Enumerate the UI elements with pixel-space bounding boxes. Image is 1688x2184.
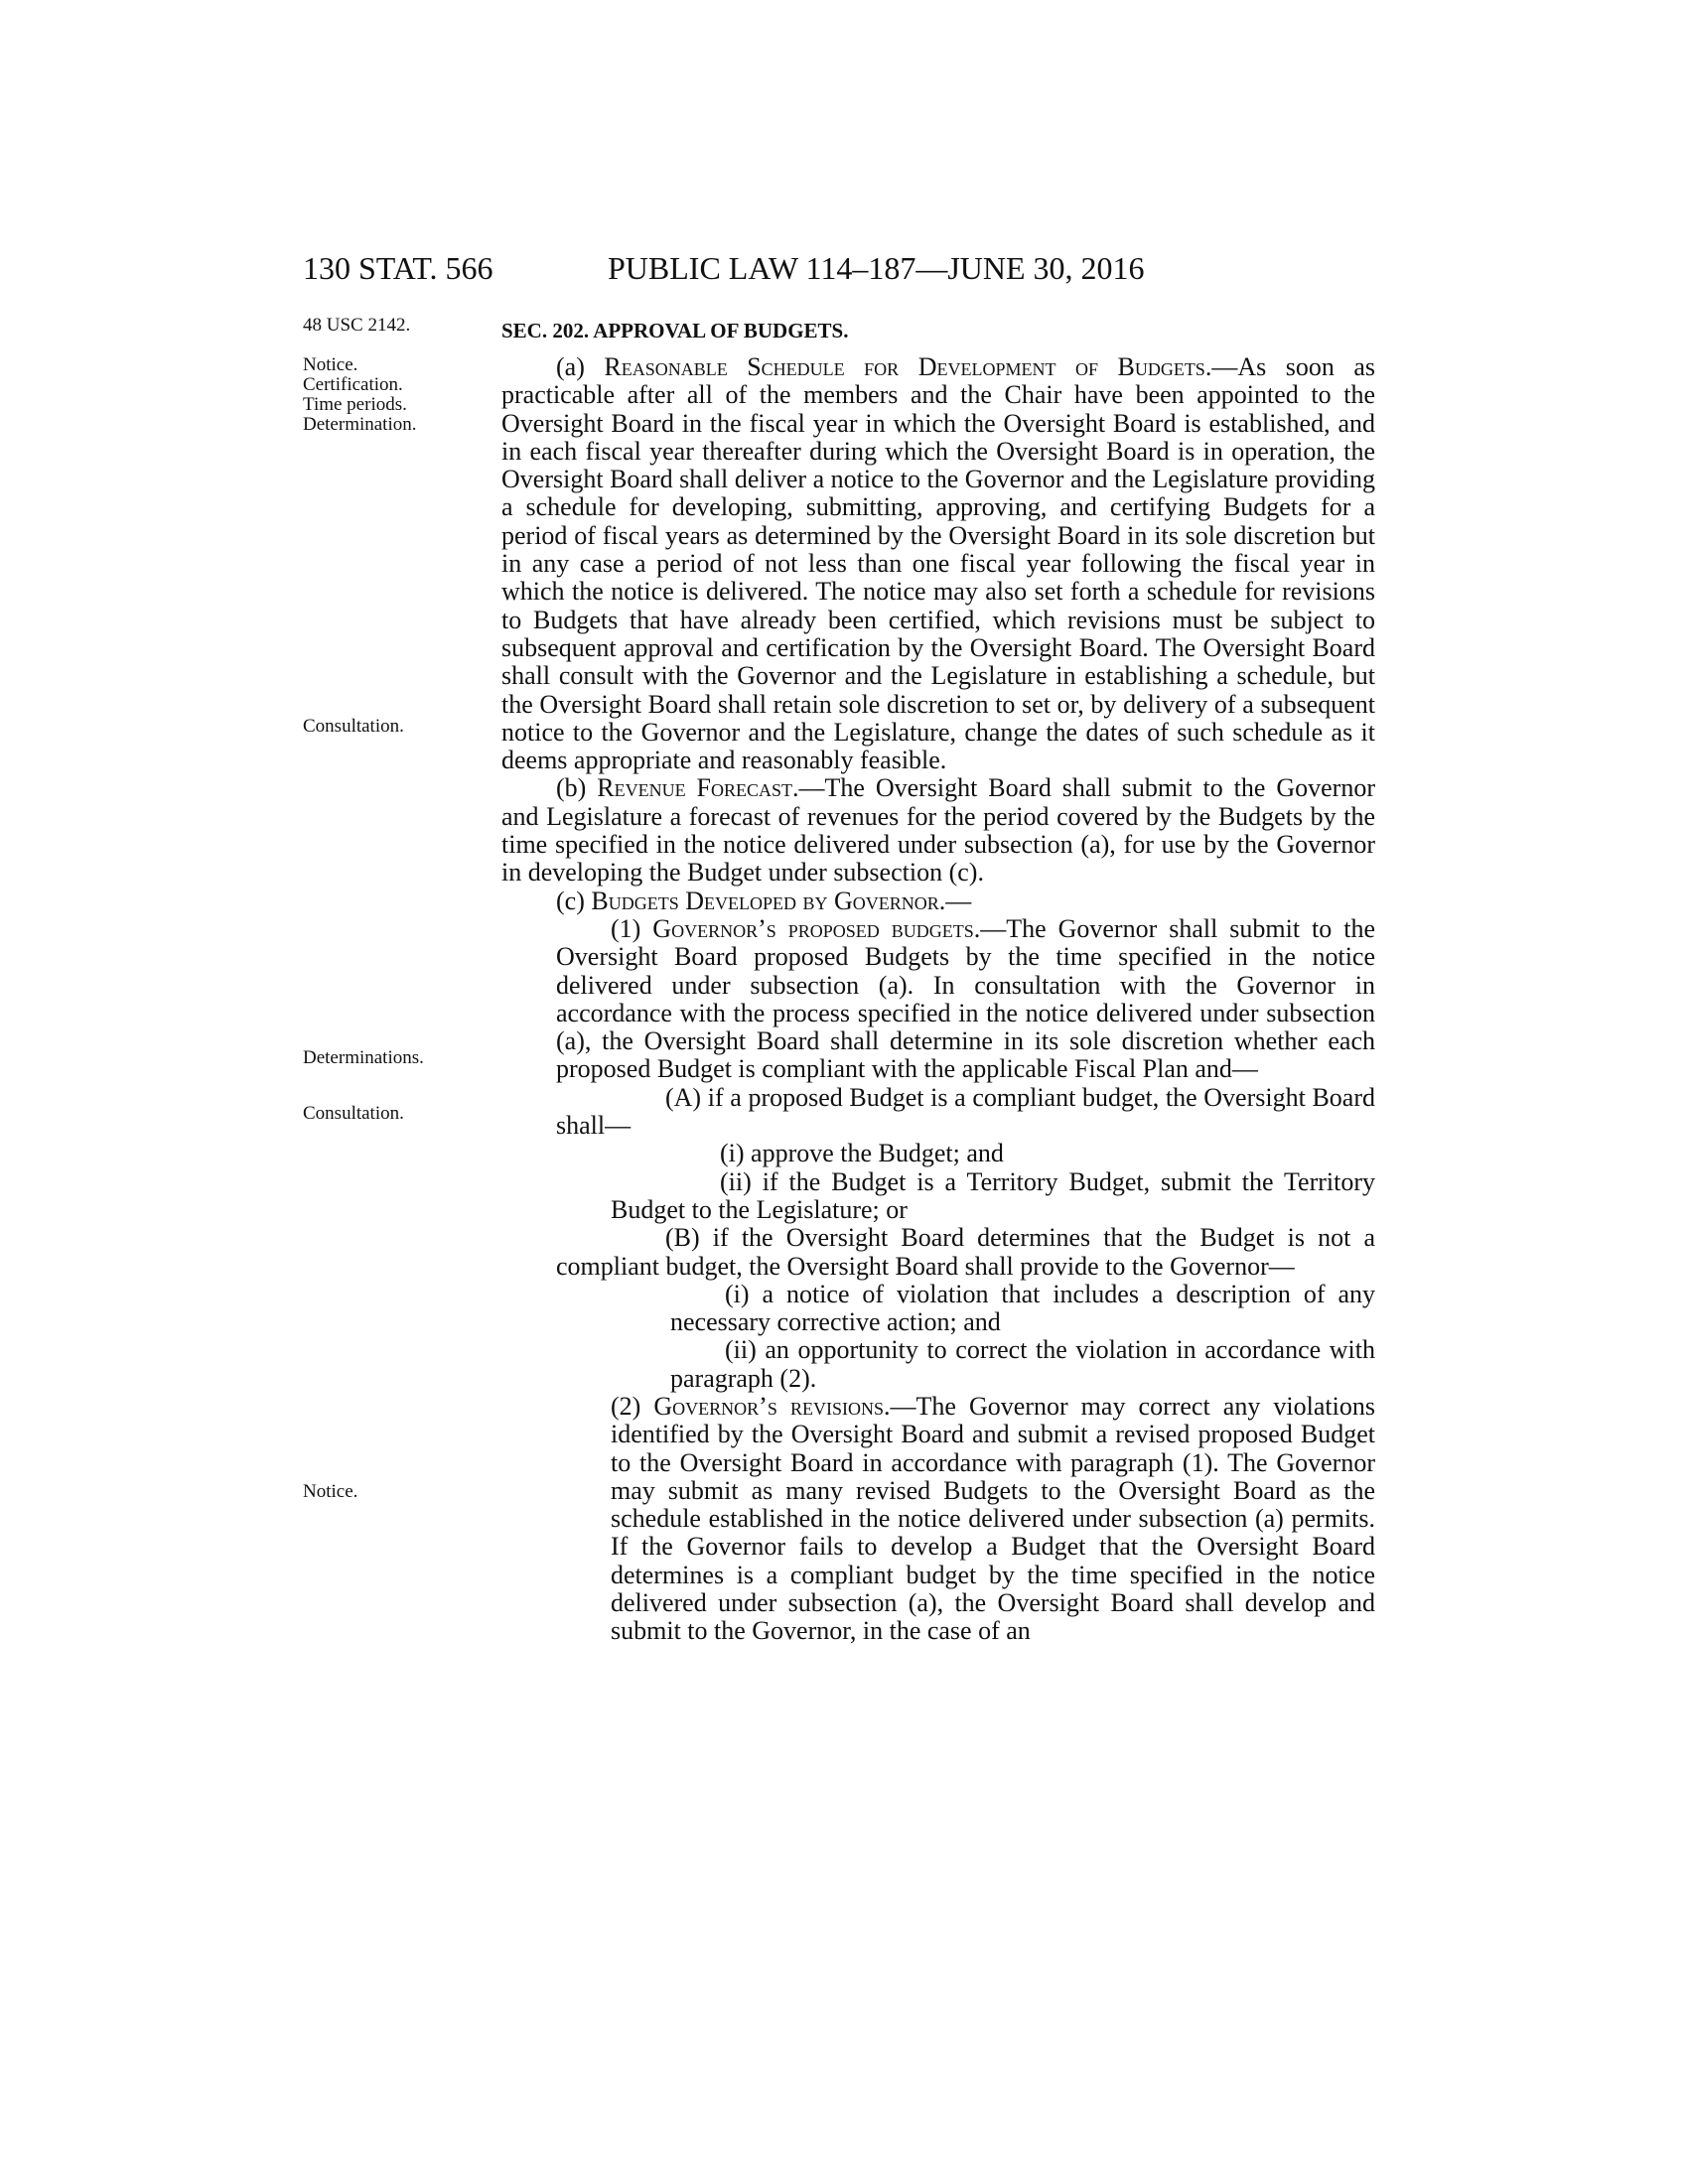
margin-note-consultation: Consultation. — [303, 716, 404, 737]
subparagraph-c1B: (B) if the Oversight Board determines that the Budget is not a compliant budget, the Oversight Board shall provide to the Governor— — [556, 1223, 1375, 1281]
subsection-a-label: (a) — [556, 352, 605, 381]
statute-body — [501, 316, 1375, 1646]
paragraph-c2 — [556, 1393, 1375, 1646]
subsection-c-heading: Budgets Developed by Governor.— — [591, 886, 972, 915]
margin-note-time-periods: Time periods. — [303, 394, 407, 415]
paragraph-c2-heading: Governor’s revisions.— — [653, 1391, 916, 1421]
margin-note-certification: Certification. — [303, 374, 403, 395]
paragraph-c1 — [556, 915, 1375, 1084]
clause-c1Aii: (ii) if the Budget is a Territory Budget, submit the Territory Budget to the Legislature; or — [611, 1166, 1375, 1224]
subsection-a-text: As soon as practicable after all of the members and the Chair have been appointed to the Oversight Board in the fiscal year in which the Oversight Board is established, and in each fiscal year thereafter during which the Oversight Board is in operation, the Oversight Board shall deliver a notice to the Governor and the Legislature providing a schedule for developing, submitting, approving, and certifying Budgets for a period of fiscal years as determined by the Oversight Board in its sole discretion but in any case a period of not less than one fiscal year following the fiscal year in which the notice is delivered. The notice may also set forth a schedule for revisions to Budgets that have already been certified, which revisions must be subject to subsequent approval and certification by the Oversight Board. The Oversight Board shall consult with the Governor and the Legislature in establishing a schedule, but the Oversight Board shall retain sole discretion to set or, by delivery of a subsequent notice to the Governor and the Legislature, change the dates of such schedule as it deems appropriate and reasonably feasible. — [501, 352, 1376, 775]
subsection-b — [501, 774, 1375, 887]
paragraph-c1-label: (1) — [611, 913, 653, 943]
margin-note-determinations: Determinations. — [303, 1047, 424, 1068]
paragraph-c1-heading: Governor’s proposed budgets.— — [652, 913, 1007, 943]
clause-c1Bii: (ii) an opportunity to correct the violation in accordance with paragraph (2). — [670, 1335, 1375, 1393]
statute-page-number: 130 STAT. 566 — [303, 250, 493, 286]
paragraph-c2-label: (2) — [611, 1391, 654, 1421]
public-law-title: PUBLIC LAW 114–187—JUNE 30, 2016 — [608, 250, 1145, 286]
subparagraph-c1A: (A) if a proposed Budget is a compliant budget, the Oversight Board shall— — [556, 1082, 1375, 1141]
subsection-a — [501, 353, 1375, 774]
subsection-c — [501, 887, 1375, 915]
subsection-c-label: (c) — [556, 886, 592, 915]
margin-note-consultation-2: Consultation. — [303, 1103, 404, 1124]
subsection-b-heading: Revenue Forecast.— — [597, 773, 825, 803]
paragraph-c2-text: The Governor may correct any violations identified by the Oversight Board and submit a revised proposed Budget to the Oversight Board in accordance with paragraph (1). The Governor may submit as many revised Budgets to the Oversight Board as the schedule established in the notice delivered under subsection (a) permits. If the Governor fails to develop a Budget that the Oversight Board determines is a compliant budget by the time specified in the notice delivered under subsection (a), the Oversight Board shall develop and submit to the Governor, in the case of an — [611, 1391, 1375, 1646]
subsection-b-label: (b) — [556, 773, 598, 803]
page-header — [303, 248, 1236, 288]
margin-note-notice-2: Notice. — [303, 1481, 358, 1502]
subsection-a-heading: Reasonable Schedule for Development of Budgets.— — [604, 352, 1238, 381]
clause-c1Ai: (i) approve the Budget; and — [720, 1139, 1004, 1168]
section-title: SEC. 202. APPROVAL OF BUDGETS. — [501, 319, 849, 342]
clause-c1Bi: (i) a notice of violation that includes a description of any necessary corrective action; and — [670, 1279, 1375, 1337]
paragraph-c1-text: The Governor shall submit to the Oversight Board proposed Budgets by the time specified in the notice delivered under subsection (a). In consultation with the Governor in accordance with the process specified in the notice delivered under subsection (a), the Oversight Board shall determine in its sole discretion whether each proposed Budget is compliant with the applicable Fiscal Plan and— — [556, 913, 1375, 1084]
subsection-b-text: The Oversight Board shall submit to the Governor and Legislature a forecast of revenues for the period covered by the Budgets by the time specified in the notice delivered under subsection (a), for use by the Governor in developing the Budget under subsection (c). — [501, 773, 1375, 887]
margin-note-notice: Notice. — [303, 354, 358, 375]
margin-note-usc: 48 USC 2142. — [303, 315, 411, 336]
margin-note-determination: Determination. — [303, 414, 417, 435]
